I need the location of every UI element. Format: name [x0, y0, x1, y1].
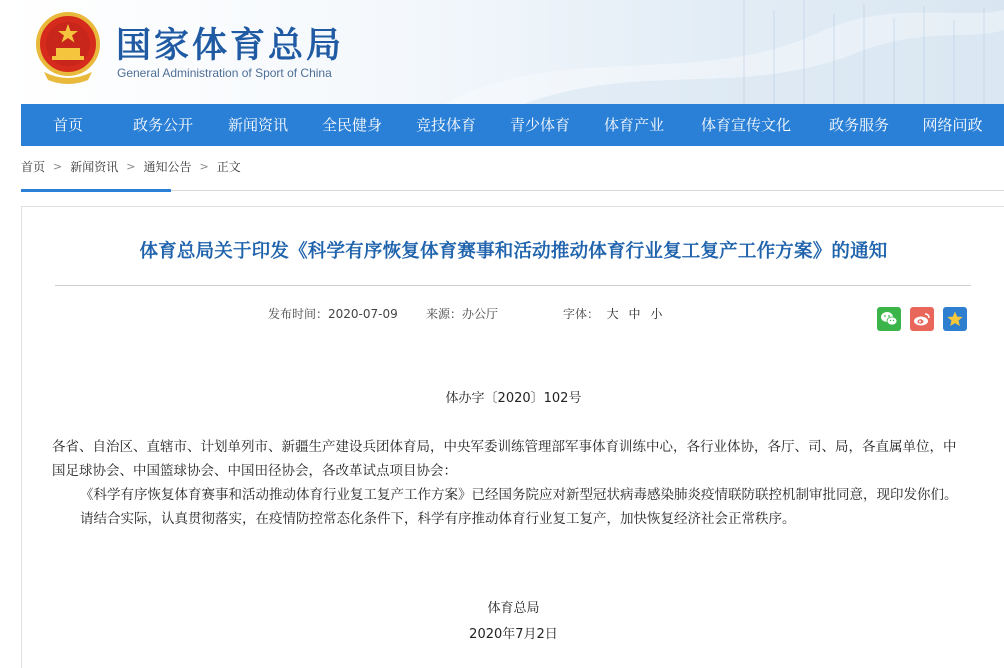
breadcrumb-accent-bar — [21, 189, 171, 192]
share-wechat-button[interactable] — [877, 307, 901, 331]
font-size-medium[interactable]: 中 — [628, 307, 641, 321]
article-body — [52, 435, 968, 531]
site-header — [0, 0, 1004, 104]
breadcrumb-separator: > — [199, 160, 209, 173]
signature-org: 体育总局 — [487, 601, 540, 616]
source-label: 来源： — [426, 307, 463, 321]
share-weibo-button[interactable] — [910, 307, 934, 331]
share-favorite-button[interactable] — [943, 307, 967, 331]
weibo-icon — [913, 311, 931, 327]
breadcrumb-news[interactable]: 新闻资讯 — [70, 160, 119, 174]
nav-item-home[interactable]: 首页 — [52, 116, 83, 134]
breadcrumb — [21, 158, 241, 175]
signature-date: 2020年7月2日 — [469, 627, 558, 642]
font-size-switcher — [563, 305, 668, 322]
header-decoration — [444, 0, 1004, 104]
breadcrumb-separator: > — [53, 160, 63, 173]
font-size-label: 字体： — [563, 307, 600, 321]
star-icon — [946, 310, 964, 328]
nav-item-sports-industry[interactable]: 体育产业 — [603, 116, 664, 134]
publish-date: 2020-07-09 — [328, 307, 398, 321]
breadcrumb-notices[interactable]: 通知公告 — [143, 160, 192, 174]
font-size-small[interactable]: 小 — [650, 307, 663, 321]
nav-item-inquiry[interactable]: 网络问政 — [922, 116, 983, 134]
breadcrumb-home[interactable]: 首页 — [21, 160, 46, 174]
breadcrumb-current: 正文 — [216, 160, 241, 174]
font-size-large[interactable]: 大 — [606, 307, 619, 321]
publish-info — [268, 305, 398, 322]
site-subtitle: General Administration of Sport of China — [117, 66, 332, 80]
nav-item-youth-sports[interactable]: 青少体育 — [509, 116, 570, 134]
article-title: 体育总局关于印发《科学有序恢复体育赛事和活动推动体育行业复工复产工作方案》的通知 — [139, 241, 888, 262]
nav-item-competitive-sports[interactable]: 竞技体育 — [415, 116, 476, 134]
source-value: 办公厅 — [462, 307, 499, 321]
wechat-icon — [880, 311, 898, 327]
source-info — [426, 305, 498, 322]
nav-item-government-affairs[interactable]: 政务公开 — [132, 116, 193, 134]
nav-item-sports-culture[interactable]: 体育宣传文化 — [700, 116, 791, 134]
document-number: 体办字〔2020〕102号 — [445, 391, 582, 406]
nav-item-news[interactable]: 新闻资讯 — [227, 116, 288, 134]
recipients-paragraph: 各省、自治区、直辖市、计划单列市、新疆生产建设兵团体育局，中央军委训练管理部军事体育训练中心，各行业体协，各厅、司、局，各直属单位，中国足球协会、中国篮球协会、中国田径协会，各改革试点项目协会： — [52, 439, 957, 479]
title-divider — [55, 285, 971, 286]
breadcrumb-separator: > — [126, 160, 136, 173]
body-paragraph: 《科学有序恢复体育赛事和活动推动体育行业复工复产工作方案》已经国务院应对新型冠状病毒感染肺炎疫情联防联控机制审批同意，现印发你们。 — [80, 487, 958, 503]
body-paragraph: 请结合实际，认真贯彻落实，在疫情防控常态化条件下，科学有序推动体育行业复工复产，加快恢复经济社会正常秩序。 — [80, 511, 796, 527]
article-container — [21, 206, 1004, 668]
publish-label: 发布时间： — [268, 307, 329, 321]
national-emblem-icon — [34, 10, 102, 86]
nav-item-services[interactable]: 政务服务 — [828, 116, 889, 134]
site-title: 国家体育总局 — [116, 26, 345, 66]
nav-item-fitness[interactable]: 全民健身 — [321, 116, 382, 134]
main-nav — [21, 104, 1004, 146]
